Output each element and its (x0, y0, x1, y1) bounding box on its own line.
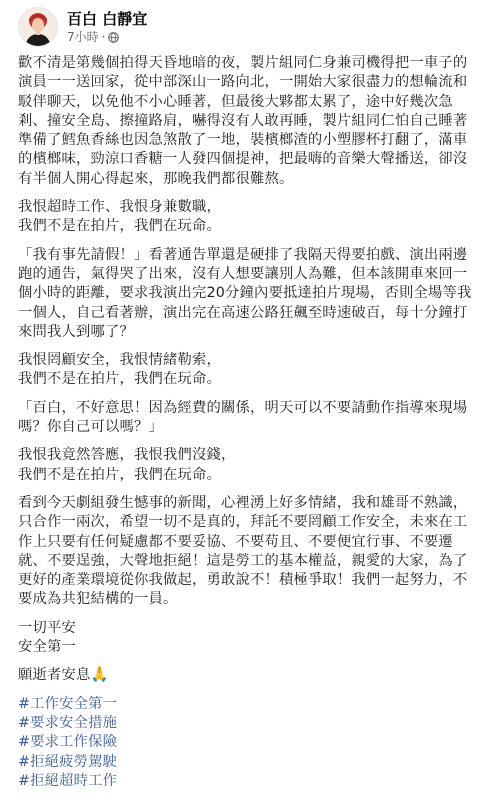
hashtag-link[interactable]: #拒絕超時工作 (18, 772, 118, 789)
paragraph-rest-in-peace: 願逝者安息🙏 (18, 667, 109, 684)
avatar[interactable] (18, 7, 58, 47)
paragraph-night-drive: 歡不清是第幾個拍得天昏地暗的夜，製片組同仁身兼司機得把一車子的演員一一送回家，從中部深山一路向北，一開始大家很盡力的想輪流和駁伴聊天，以免他不小心睡著，但最後大夥都太累了，途中好幾次急剎、撞安全島、擦撞路肩，嚇得沒有人敢再睡，製片組同仁怕自己睡著準備了鱈魚香絲也因急煞散了一地，裝檳榔渣的小塑膠杯打翻了，滿車的檳榔味，勁涼口香糖一人發四個提神，把最嗨的音樂大聲播送，卻沒有半個人開心得起來，那晚我們都很難熬。 (18, 55, 468, 187)
hashtag-link[interactable]: #工作安全第一 (18, 695, 118, 712)
post-time[interactable]: 7小時 (67, 29, 99, 44)
separator-dot: · (101, 29, 106, 44)
paragraph-news-reflection: 看到今天劇組發生憾事的新聞，心裡湧上好多情緒，我和雄哥不熟識，只合作一兩次，希望一切不是真的，拜託不要罔顧工作安全，未來在工作上只要有任何疑慮都不要妥協、不要苟且、不要便宜行事、不要遷就、不要逞強，大聲地拒絕！這是勞工的基本權益，親愛的大家，為了更好的產業環境從你我做起，勇敢說不！積極爭取！我們一起努力，不要成為共犯結構的一員。 (18, 494, 468, 608)
post-header (18, 0, 478, 54)
post-body (18, 54, 480, 791)
hashtag-link[interactable]: #拒絕疲勞駕駛 (18, 753, 118, 770)
avatar-portrait-icon (19, 8, 57, 46)
paragraph-overtime-refrain: 我恨超時工作、我恨身兼數職， 我們不是在拍片，我們在玩命。 (18, 199, 221, 235)
paragraph-safety-first: 一切平安 安全第一 (18, 619, 76, 656)
post-meta (67, 10, 147, 45)
paragraph-money-refrain: 我恨我竟然答應，我恨我們沒錢， 我們不是在拍片，我們在玩命。 (18, 447, 236, 483)
hashtag-link[interactable]: #要求安全措施 (18, 714, 118, 731)
paragraph-safety-refrain: 我恨罔顧安全，我恨情緒勒索， 我們不是在拍片，我們在玩命。 (18, 352, 221, 388)
hashtag-list (18, 695, 480, 791)
globe-icon[interactable] (108, 31, 119, 42)
paragraph-budget-quote: 「百白，不好意思！因為經費的關係，明天可以不要請動作指導來現場嗎？你自己可以嗎？」 (18, 399, 468, 436)
hashtag-link[interactable]: #要求工作保險 (18, 734, 118, 751)
paragraph-leave-request: 「我有事先請假！」看著通告單還是硬排了我隔天得要拍戲、演出兩邊跑的通告，氣得哭了出來，沒有人想要讓別人為難，但本該開車來回一個小時的距離，要求我演出完20分鐘內要抵達拍片現場，否則全場等我一個人，自己看著辦，演出完在高速公路狂飆至時速破百，每十分鐘打來問我人到哪了？ (18, 246, 472, 340)
post-subline (67, 29, 147, 45)
author-name[interactable]: 百白 白靜宜 (67, 9, 148, 28)
